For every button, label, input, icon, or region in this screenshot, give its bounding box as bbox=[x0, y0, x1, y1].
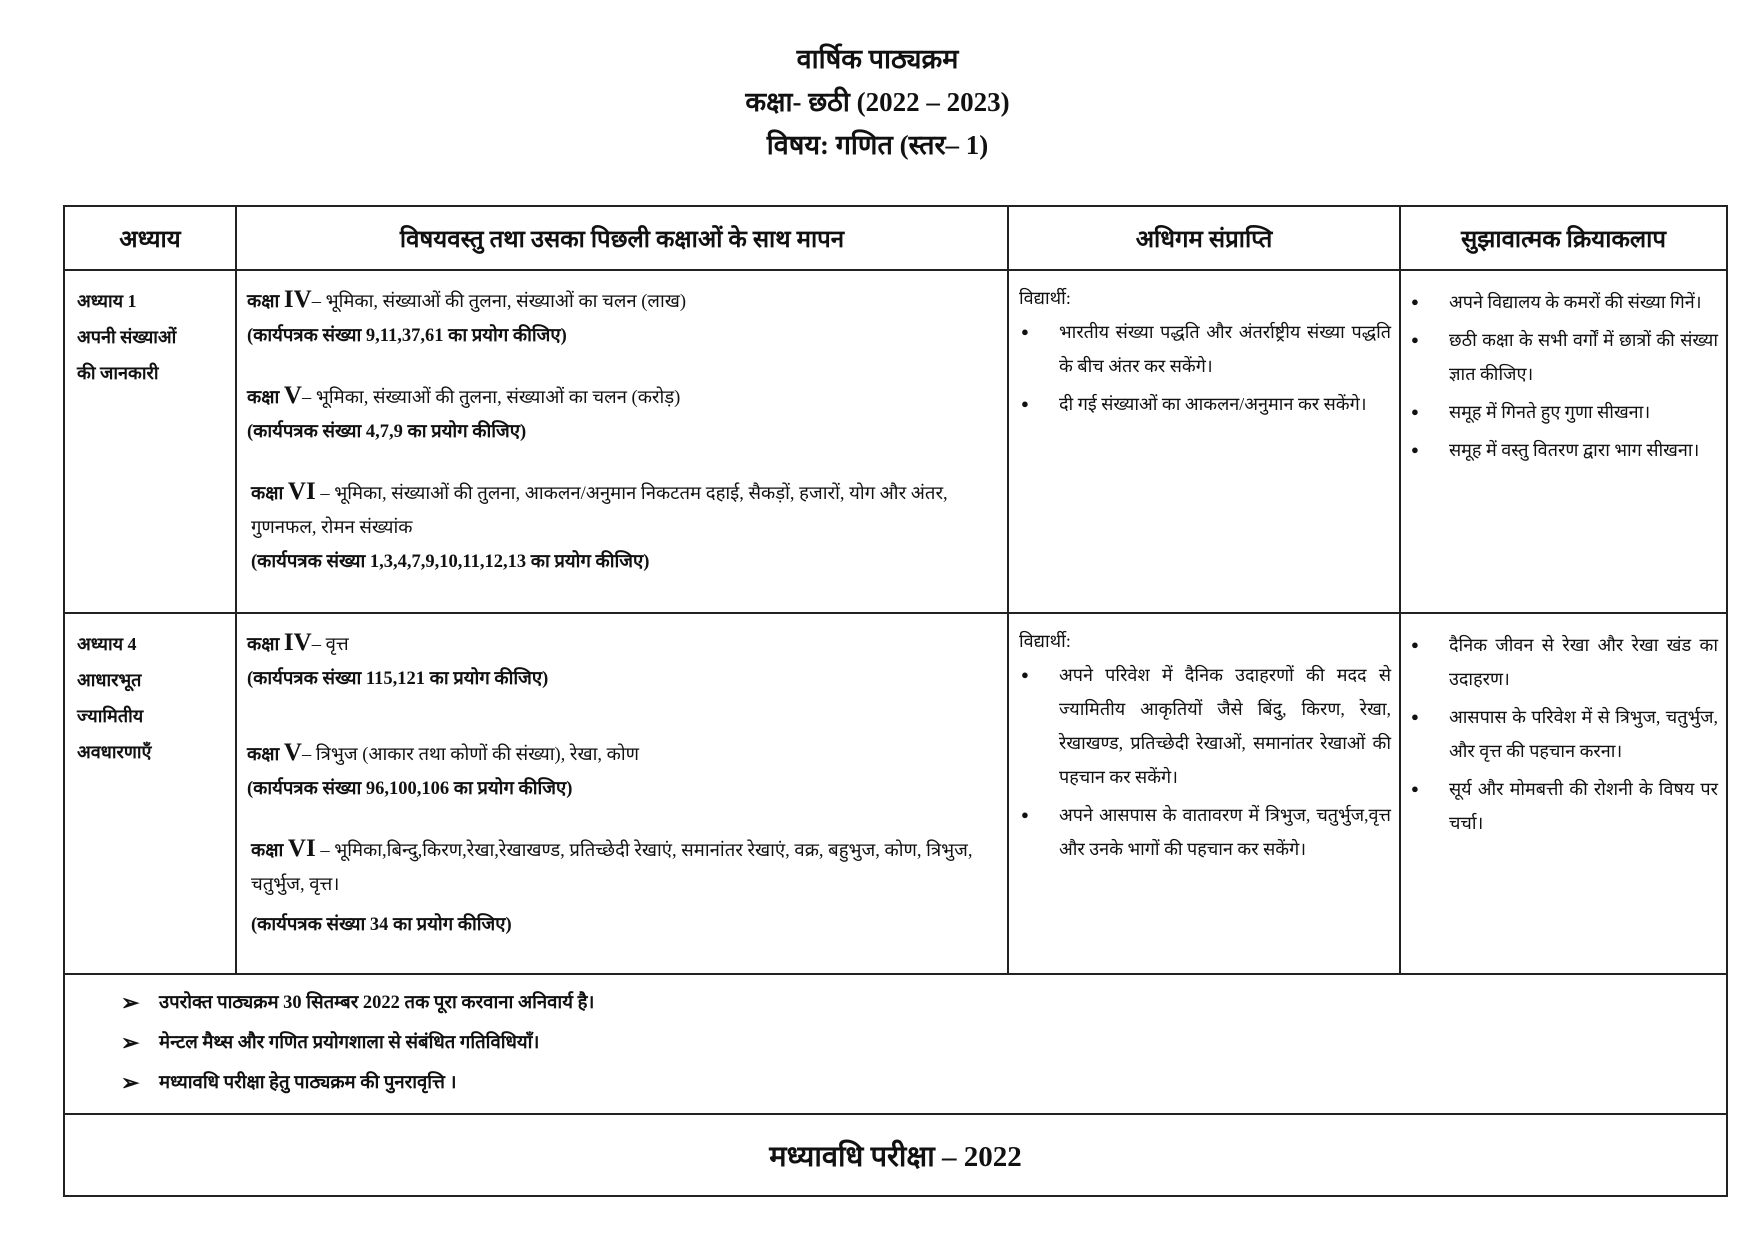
syllabus-table bbox=[63, 205, 1728, 1197]
content-block-class-iv bbox=[247, 626, 999, 696]
chapter-number: अध्याय 1 bbox=[77, 291, 137, 311]
class-roman: VI bbox=[287, 835, 316, 862]
chapter-title-line: आधारभूत bbox=[77, 670, 142, 690]
col-header-content: विषयवस्तु तथा उसका पिछली कक्षाओं के साथ मापन bbox=[236, 206, 1008, 270]
class-roman: V bbox=[283, 739, 302, 766]
list-item: ● सूर्य और मोमबत्ती की रोशनी के विषय पर चर्चा। bbox=[1409, 772, 1718, 840]
chapter-cell bbox=[64, 613, 236, 974]
class-roman: IV bbox=[283, 629, 312, 656]
arrow-bullet-icon: ➢ bbox=[121, 990, 140, 1015]
activities-cell bbox=[1400, 270, 1727, 613]
col-header-learning-outcomes: अधिगम संप्राप्ति bbox=[1008, 206, 1400, 270]
content-text: – वृत्त bbox=[311, 635, 349, 655]
worksheet-note: (कार्यपत्रक संख्या 4,7,9 का प्रयोग कीजिए) bbox=[247, 422, 527, 442]
content-cell bbox=[236, 270, 1008, 613]
content-text: – भूमिका, संख्याओं की तुलना, आकलन/अनुमान निकटतम दहाई, सैकड़ों, हजारों, योग और अंतर, गुणनफल, रोमन संख्यांक bbox=[251, 484, 948, 538]
content-block-class-vi bbox=[247, 832, 999, 942]
class-label: कक्षा bbox=[247, 635, 284, 655]
learning-outcomes-cell bbox=[1008, 613, 1400, 974]
exam-row bbox=[64, 1114, 1727, 1196]
list-item: ● अपने परिवेश में दैनिक उदाहरणों की मदद से ज्यामितीय आकृतियों जैसे बिंदु, किरण, रेखा, रेखाखण्ड, प्रतिच्छेदी रेखाओं, समानांतर रेखाओं की पहचान कर सकेंगे। bbox=[1019, 658, 1391, 794]
learning-outcomes-cell bbox=[1008, 270, 1400, 613]
content-text: – भूमिका,बिन्दु,किरण,रेखा,रेखाखण्ड, प्रतिच्छेदी रेखाएं, समानांतर रेखाएं, वक्र, बहुभुज, कोण, त्रिभुज, चतुर्भुज, वृत्त। bbox=[251, 841, 973, 895]
chapter-title-line: ज्यामितीय bbox=[77, 706, 144, 726]
class-label: कक्षा bbox=[251, 841, 288, 861]
worksheet-note: (कार्यपत्रक संख्या 9,11,37,61 का प्रयोग कीजिए) bbox=[247, 326, 567, 346]
content-text: – भूमिका, संख्याओं की तुलना, संख्याओं का चलन (लाख) bbox=[311, 292, 687, 312]
list-item: ● भारतीय संख्या पद्धति और अंतर्राष्ट्रीय संख्या पद्धति के बीच अंतर कर सकेंगे। bbox=[1019, 315, 1391, 383]
list-item: ● दी गई संख्याओं का आकलन/अनुमान कर सकेंगे। bbox=[1019, 387, 1391, 421]
class-label: कक्षा bbox=[247, 745, 284, 765]
content-text: – त्रिभुज (आकार तथा कोणों की संख्या), रेखा, कोण bbox=[301, 745, 640, 765]
chapter-title-line: अपनी संख्याओं bbox=[77, 327, 177, 347]
lo-intro: विद्यार्थी: bbox=[1019, 288, 1071, 308]
content-cell bbox=[236, 613, 1008, 974]
list-item: ● आसपास के परिवेश में से त्रिभुज, चतुर्भुज, और वृत्त की पहचान करना। bbox=[1409, 700, 1718, 768]
content-text: – भूमिका, संख्याओं की तुलना, संख्याओं का चलन (करोड़) bbox=[301, 388, 681, 408]
notes-cell bbox=[64, 974, 1727, 1114]
worksheet-note: (कार्यपत्रक संख्या 34 का प्रयोग कीजिए) bbox=[251, 915, 512, 935]
arrow-bullet-icon: ➢ bbox=[121, 1070, 140, 1095]
worksheet-note: (कार्यपत्रक संख्या 1,3,4,7,9,10,11,12,13 का प्रयोग कीजिए) bbox=[251, 552, 650, 572]
class-label: कक्षा bbox=[247, 292, 284, 312]
table-row bbox=[64, 270, 1727, 613]
content-block-class-vi bbox=[247, 475, 999, 579]
exam-title: मध्यावधि परीक्षा – 2022 bbox=[64, 1114, 1727, 1196]
header-class: कक्षा- छठी (2022 – 2023) bbox=[745, 87, 1010, 117]
class-roman: VI bbox=[287, 478, 316, 505]
table-row bbox=[64, 613, 1727, 974]
note-item bbox=[121, 1023, 1726, 1063]
note-item bbox=[121, 1063, 1726, 1103]
list-item: ● अपने आसपास के वातावरण में त्रिभुज, चतुर्भुज,वृत्त और उनके भागों की पहचान कर सकेंगे। bbox=[1019, 798, 1391, 866]
activities-cell bbox=[1400, 613, 1727, 974]
list-item: ● दैनिक जीवन से रेखा और रेखा खंड का उदाहरण। bbox=[1409, 628, 1718, 696]
chapter-title-line: अवधारणाएँ bbox=[77, 742, 152, 762]
content-block-class-iv bbox=[247, 283, 999, 353]
class-roman: IV bbox=[283, 286, 312, 313]
list-item: ● समूह में गिनते हुए गुणा सीखना। bbox=[1409, 395, 1718, 429]
note-item bbox=[121, 983, 1726, 1023]
arrow-bullet-icon: ➢ bbox=[121, 1030, 140, 1055]
worksheet-note: (कार्यपत्रक संख्या 96,100,106 का प्रयोग कीजिए) bbox=[247, 779, 573, 799]
header-title: वार्षिक पाठ्यक्रम bbox=[796, 44, 959, 74]
note-text: मेन्टल मैथ्स और गणित प्रयोगशाला से संबंधित गतिविधियाँ। bbox=[159, 1033, 540, 1053]
notes-row bbox=[64, 974, 1727, 1114]
class-roman: V bbox=[283, 382, 302, 409]
list-item: ● छठी कक्षा के सभी वर्गों में छात्रों की संख्या ज्ञात कीजिए। bbox=[1409, 323, 1718, 391]
class-label: कक्षा bbox=[247, 388, 284, 408]
col-header-chapter: अध्याय bbox=[64, 206, 236, 270]
table-header-row bbox=[64, 206, 1727, 270]
chapter-cell bbox=[64, 270, 236, 613]
note-text: उपरोक्त पाठ्यक्रम 30 सितम्बर 2022 तक पूरा करवाना अनिवार्य है। bbox=[159, 993, 595, 1013]
chapter-title-line: की जानकारी bbox=[77, 363, 159, 383]
col-header-activities: सुझावात्मक क्रियाकलाप bbox=[1400, 206, 1727, 270]
header-subject: विषय: गणित (स्तर– 1) bbox=[766, 130, 989, 160]
content-block-class-v bbox=[247, 379, 999, 449]
note-text: मध्यावधि परीक्षा हेतु पाठ्यक्रम की पुनरावृत्ति । bbox=[159, 1073, 457, 1093]
class-label: कक्षा bbox=[251, 484, 288, 504]
list-item: ● अपने विद्यालय के कमरों की संख्या गिनें। bbox=[1409, 285, 1718, 319]
list-item: ● समूह में वस्तु वितरण द्वारा भाग सीखना। bbox=[1409, 433, 1718, 467]
worksheet-note: (कार्यपत्रक संख्या 115,121 का प्रयोग कीजिए) bbox=[247, 669, 549, 689]
content-block-class-v bbox=[247, 736, 999, 806]
document-header bbox=[0, 38, 1755, 167]
lo-intro: विद्यार्थी: bbox=[1019, 631, 1071, 651]
chapter-number: अध्याय 4 bbox=[77, 634, 137, 654]
